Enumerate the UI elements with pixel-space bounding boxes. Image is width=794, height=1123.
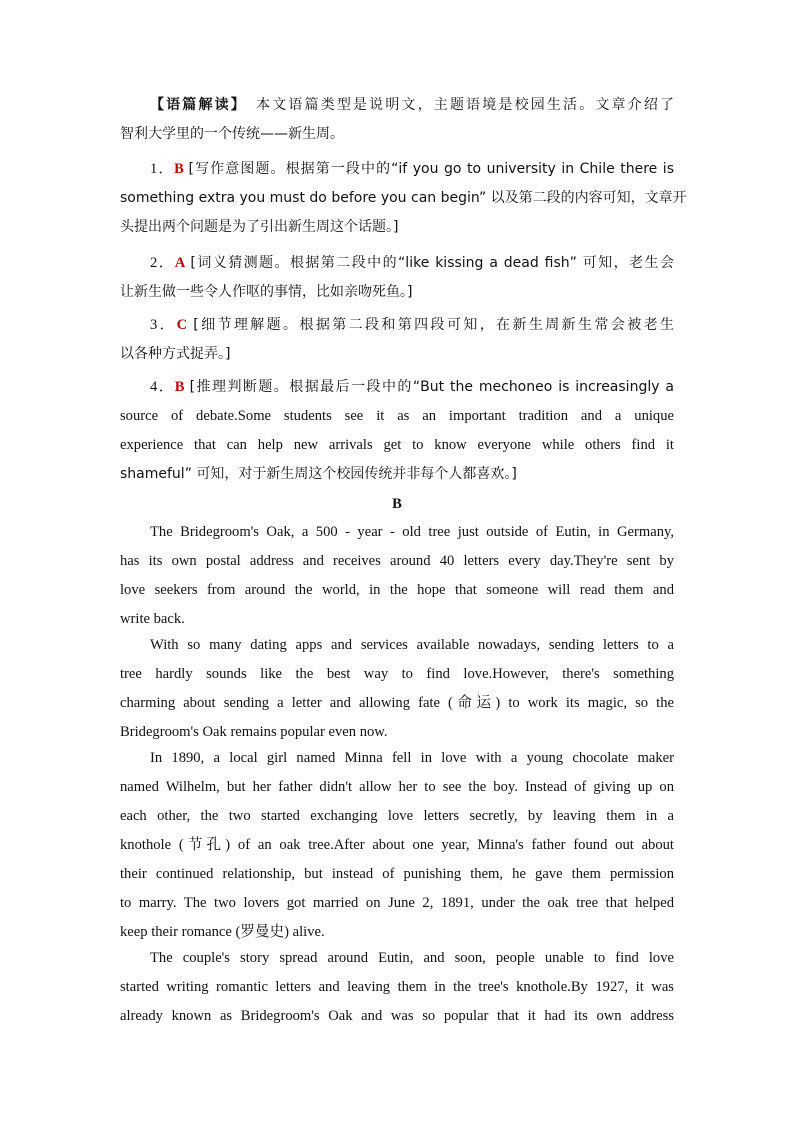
answer-letter: C (176, 317, 188, 333)
passage-line: to marry. The two lovers got married on June 2, 1891, under the oak tree that helped (120, 895, 674, 911)
section-heading: B (392, 496, 402, 512)
answer-letter: A (174, 255, 186, 271)
answer-2 (120, 249, 674, 307)
passage-line: charming about sending a letter and allowing fate (命运) to work its magic, so the (120, 695, 674, 711)
analysis-intro-line-2: 智利大学里的一个传统——新生周。 (120, 126, 344, 142)
passage-line: The Bridegroom's Oak, a 500 - year - old tree just outside of Eutin, in Germany, (150, 524, 674, 540)
answer-3 (120, 311, 674, 369)
passage-line: each other, the two started exchanging love letters secretly, by leaving them in a (120, 808, 674, 824)
answer-line: experience that can help new arrivals get to know everyone while others find it (120, 437, 674, 453)
answer-line: something extra you must do before you can begin” 以及第二段的内容可知，文章开 (120, 190, 687, 206)
answer-line: 头提出两个问题是为了引出新生周这个话题。] (120, 219, 399, 235)
passage-paragraph-1 (120, 518, 674, 634)
analysis-header: 【语篇解读】 (150, 97, 240, 113)
passage-paragraph-3 (120, 744, 674, 947)
answer-1 (120, 155, 687, 242)
answer-4 (120, 373, 674, 489)
answer-line: 1．B [写作意图题。根据第一段中的“if you go to university in Chile there is (150, 161, 674, 177)
answer-letter: B (174, 379, 185, 395)
passage-line: write back. (120, 611, 185, 627)
answer-line: 让新生做一些令人作呕的事情，比如亲吻死鱼。] (120, 284, 413, 300)
answer-line: 以各种方式捉弄。] (120, 346, 231, 362)
passage-line: With so many dating apps and services available nowadays, sending letters to a (150, 637, 674, 653)
passage-line: The couple's story spread around Eutin, and soon, people unable to find love (150, 950, 674, 966)
passage-paragraph-4 (120, 944, 674, 1031)
answer-letter: B (174, 161, 184, 177)
passage-line: already known as Bridegroom's Oak and was so popular that it had its own address (120, 1008, 674, 1024)
passage-line: tree hardly sounds like the best way to find love.However, there's something (120, 666, 674, 682)
passage-line: keep their romance (罗曼史) alive. (120, 924, 325, 940)
passage-paragraph-2 (120, 631, 674, 747)
passage-line: love seekers from around the world, in the hope that someone will read them and (120, 582, 674, 598)
answer-line: 2．A [词义猜测题。根据第二段中的“like kissing a dead fish” 可知，老生会 (150, 255, 674, 271)
answer-line: 4．B [推理判断题。根据最后一段中的“But the mechoneo is increasingly a (150, 379, 674, 395)
analysis-section (120, 91, 674, 149)
passage-line: named Wilhelm, but her father didn't allow her to see the boy. Instead of giving up on (120, 779, 674, 795)
passage-line: knothole (节孔) of an oak tree.After about one year, Minna's father found out about (120, 837, 674, 853)
passage-line: their continued relationship, but instead of punishing them, he gave them permission (120, 866, 674, 882)
passage-line: Bridegroom's Oak remains popular even now. (120, 724, 388, 740)
passage-line: has its own postal address and receives around 40 letters every day.They're sent by (120, 553, 674, 569)
answer-line: 3．C [细节理解题。根据第二段和第四段可知，在新生周新生常会被老生 (150, 317, 674, 333)
answer-line: shameful” 可知，对于新生周这个校园传统并非每个人都喜欢。] (120, 466, 517, 482)
passage-line: started writing romantic letters and leaving them in the tree's knothole.By 1927, it was (120, 979, 674, 995)
passage-line: In 1890, a local girl named Minna fell in love with a young chocolate maker (150, 750, 674, 766)
analysis-intro-line-1: 【语篇解读】 本文语篇类型是说明文，主题语境是校园生活。文章介绍了 (150, 97, 674, 113)
answer-line: source of debate.Some students see it as an important tradition and a unique (120, 408, 674, 424)
